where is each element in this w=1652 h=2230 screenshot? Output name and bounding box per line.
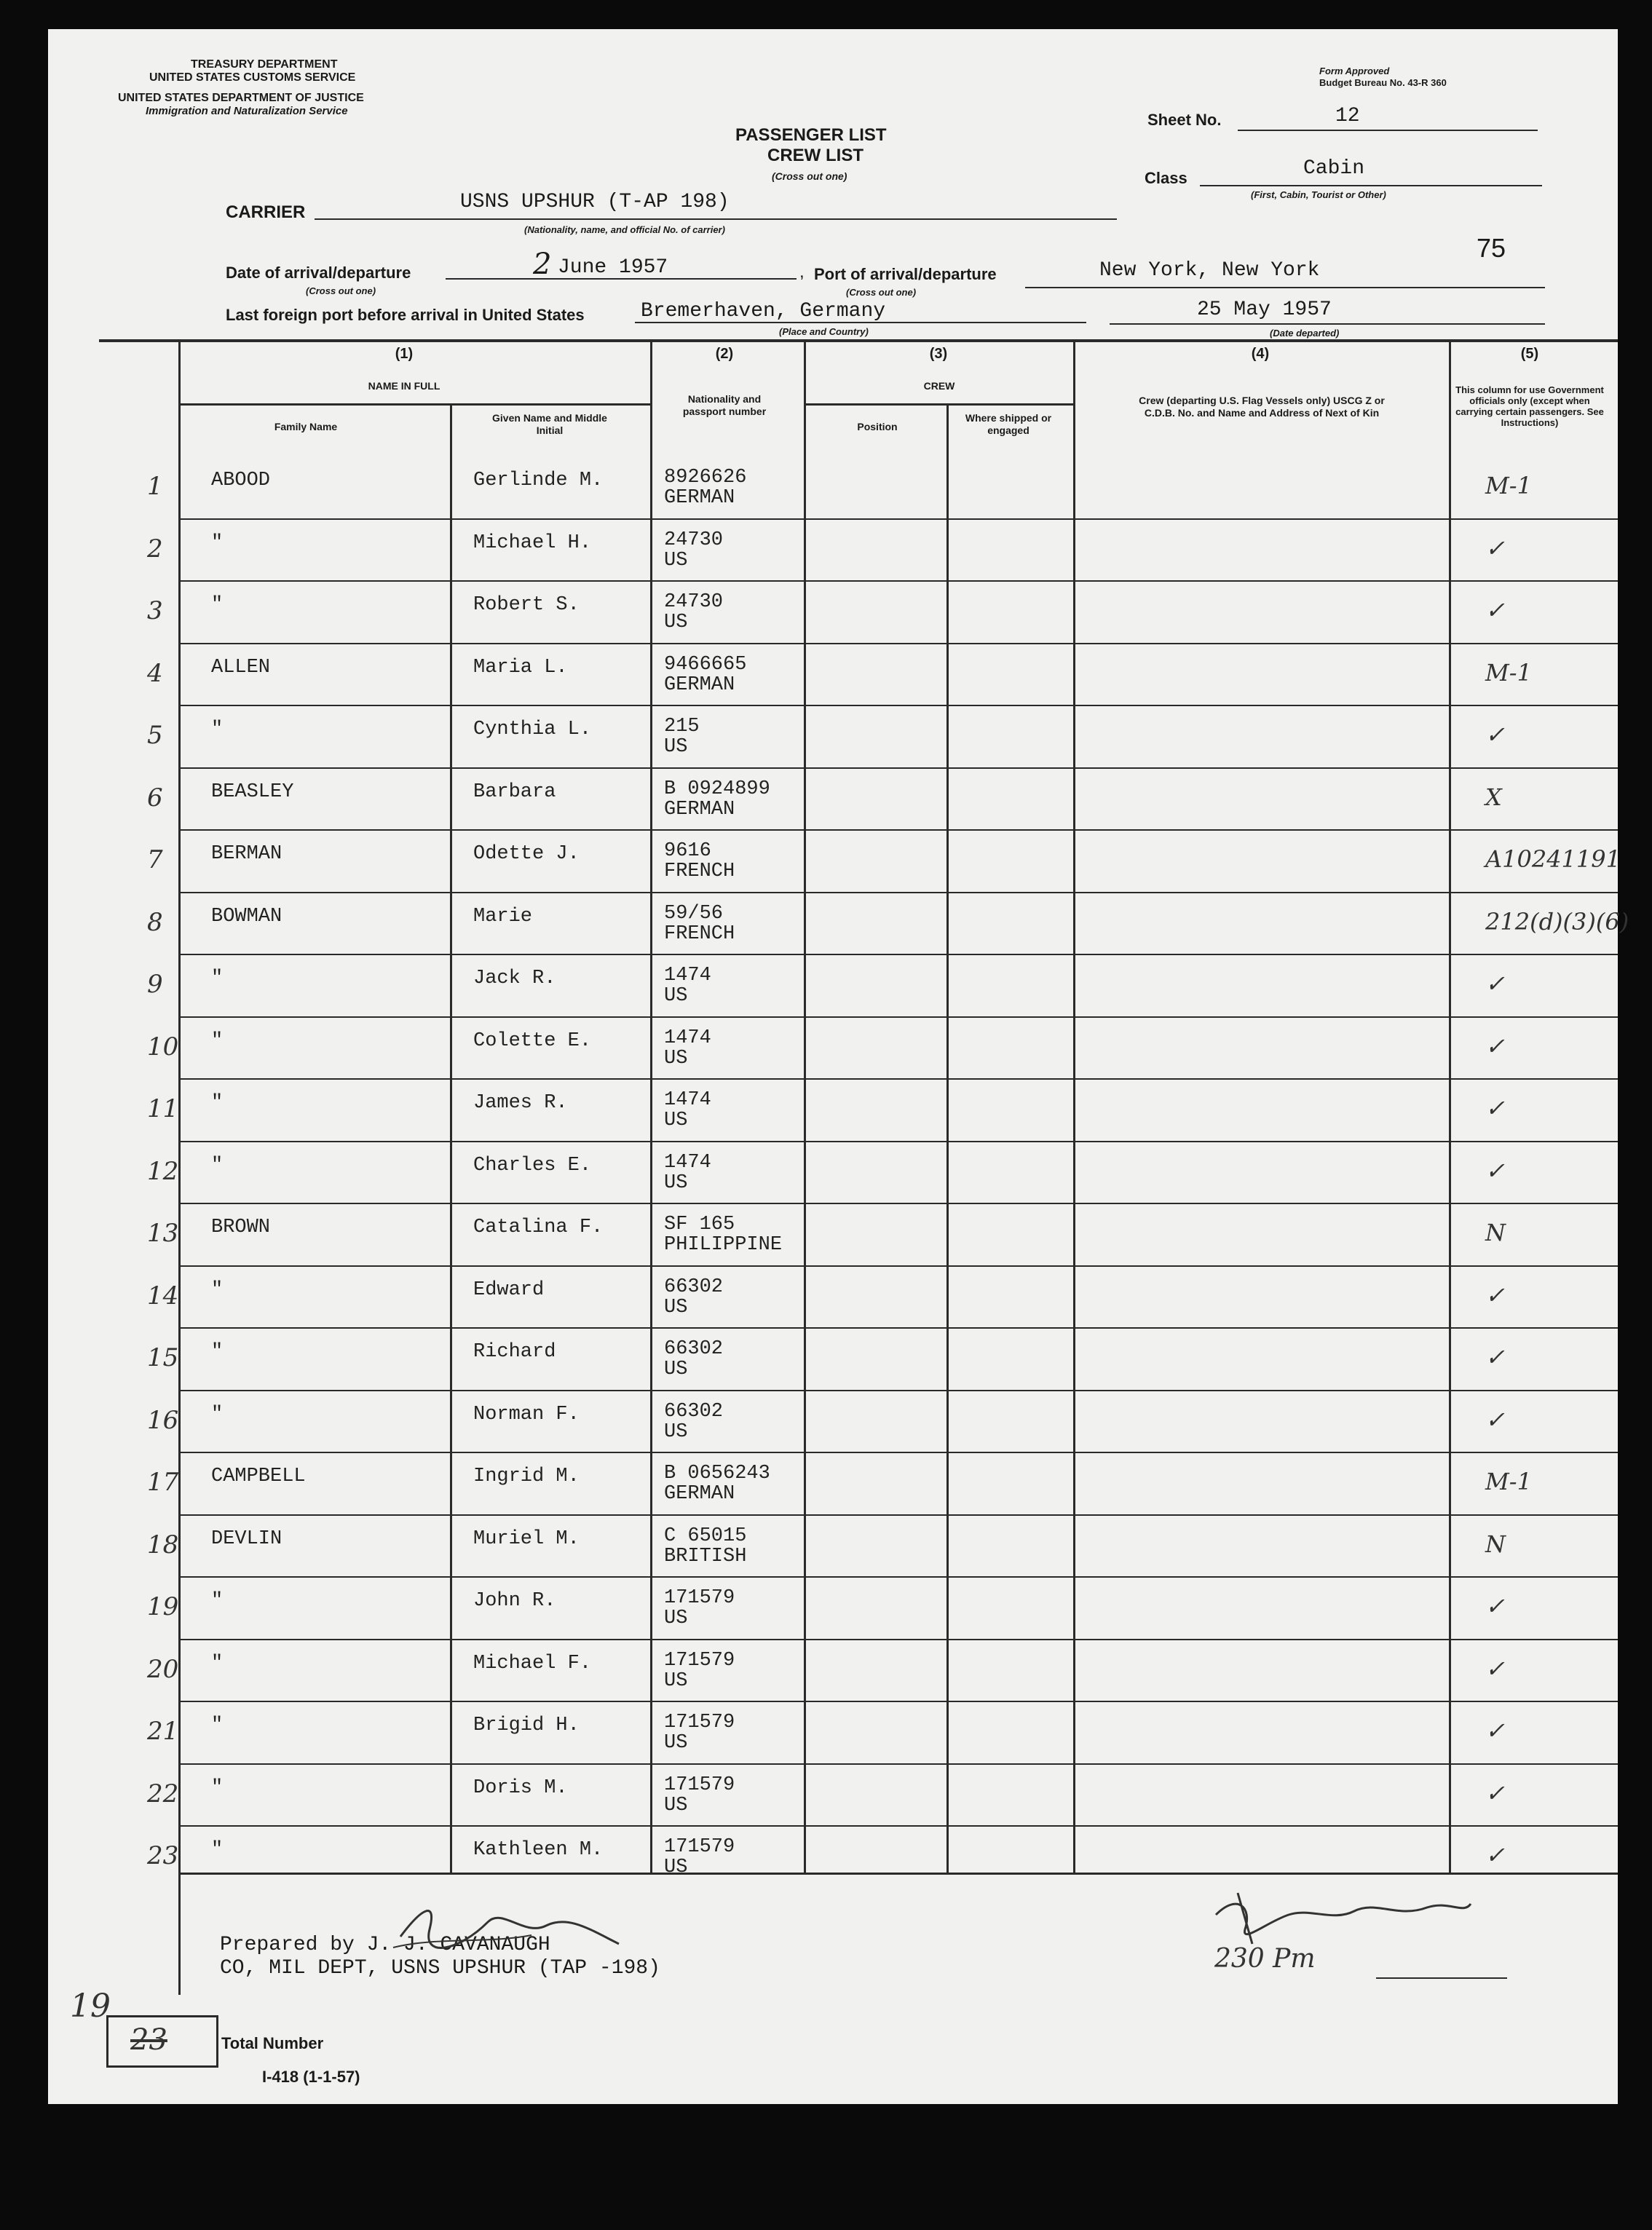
passport-number: 1474 [664,1027,711,1049]
given-name: Charles E. [473,1154,592,1177]
row-number: 16 [147,1405,179,1435]
row-number: 10 [147,1032,179,1061]
nationality: GERMAN [664,798,735,821]
carrier-value: USNS UPSHUR (T-AP 198) [460,191,730,213]
sheet-label: Sheet No. [1147,111,1222,129]
given-name: Doris M. [473,1776,568,1799]
col4-num: (4) [1251,346,1270,362]
inspection-mark: X [1485,783,1502,811]
row-divider [178,1203,1618,1204]
passport-number: 24730 [664,591,724,613]
row-number: 20 [147,1654,179,1684]
title-passenger-list: PASSENGER LIST [735,125,887,145]
family-name: " [211,1278,224,1301]
family-name: " [211,594,224,616]
date-departed-value: 25 May 1957 [1197,298,1332,321]
col1-title: NAME IN FULL [368,380,440,392]
agency-ins: Immigration and Naturalization Service [146,105,348,117]
given-name: Ingrid M. [473,1466,580,1487]
row-number: 6 [147,783,163,812]
given-name: Barbara [473,780,556,803]
cavanaugh-signature [379,1893,641,1966]
nationality: US [664,1171,688,1194]
family-name: " [211,1029,224,1052]
total-box [106,2015,218,2068]
inspection-mark: ✓ [1485,1156,1505,1185]
row-divider [178,1701,1618,1702]
inspection-mark: M-1 [1485,472,1532,499]
row-divider [178,1016,1618,1018]
family-name: ALLEN [211,656,271,679]
port-arrival-value: New York, New York [1099,259,1320,282]
last-port-label: Last foreign port before arrival in United States [226,306,585,324]
family-name: " [211,1403,224,1426]
given-name: Maria L. [473,656,568,679]
family-name: ABOOD [211,470,271,491]
inspection-mark: M-1 [1485,1468,1532,1495]
class-hint: (First, Cabin, Tourist or Other) [1251,189,1386,200]
given-name: Odette J. [473,843,580,865]
family-name: " [211,1154,224,1177]
agency-customs: UNITED STATES CUSTOMS SERVICE [149,71,356,84]
row-divider [178,705,1618,706]
row-number: 9 [147,970,163,999]
row-divider [178,1141,1618,1142]
given-name: Catalina F. [473,1217,604,1238]
col5-title: This column for use Government officials only (except when carrying certain passengers. See Instructions) [1455,384,1604,428]
row-number: 18 [147,1530,179,1559]
row-divider [178,1576,1618,1578]
row-number: 5 [147,721,163,750]
nationality: US [664,1359,688,1380]
total-label: Total Number [221,2034,324,2052]
row-divider [178,1639,1618,1640]
family-name: " [211,1715,224,1736]
date-arrival-day: 2 [533,248,552,281]
passport-number: 171579 [664,1836,735,1858]
prepared-by: Prepared by J. J. CAVANAUGH [220,1934,550,1956]
row-divider [178,954,1618,955]
total-margin-mark: 19 [70,1988,111,2025]
row-number: 13 [147,1219,179,1248]
passport-number: 171579 [664,1649,735,1672]
nationality: BRITISH [664,1545,747,1567]
row-divider [178,643,1618,644]
given-name: Norman F. [473,1403,580,1426]
inspection-mark: ✓ [1485,1094,1505,1122]
given-name: Michael F. [473,1652,592,1675]
row-number: 8 [147,907,163,937]
carrier-hint: (Nationality, name, and official No. of carrier) [524,224,725,235]
family-name: CAMPBELL [211,1466,306,1487]
given-name: John R. [473,1590,556,1612]
inspection-mark: ✓ [1485,1281,1505,1309]
col3-num: (3) [929,346,948,362]
inspection-mark: ✓ [1485,1343,1505,1371]
family-name: DEVLIN [211,1527,282,1550]
family-name: " [211,1839,224,1861]
col3-position-header: Position [857,421,898,432]
row-divider [178,1825,1618,1827]
passport-number: 1474 [664,965,711,987]
agency-treasury: TREASURY DEPARTMENT [191,58,338,71]
passport-number: 66302 [664,1338,724,1360]
nationality: US [664,1420,688,1443]
nationality: US [664,1669,688,1692]
col2-num: (2) [715,346,734,362]
family-name: BOWMAN [211,905,282,928]
total-value: 23 [130,2023,167,2057]
row-divider [178,892,1618,893]
family-name: " [211,531,224,554]
col5-num: (5) [1520,346,1539,362]
prepared-title: CO, MIL DEPT, USNS UPSHUR (TAP -198) [220,1957,660,1980]
passport-number: 9616 [664,840,711,862]
inspection-mark: ✓ [1485,970,1505,997]
passport-number: 171579 [664,1774,735,1796]
given-name: Muriel M. [473,1527,580,1550]
row-divider [178,1390,1618,1391]
nationality: US [664,1110,688,1131]
passport-number: 171579 [664,1712,735,1733]
row-number: 12 [147,1156,179,1186]
row-divider [178,1763,1618,1765]
family-name: BEASLEY [211,780,294,803]
nationality: US [664,1296,688,1318]
row-divider [178,1265,1618,1267]
last-port-value: Bremerhaven, Germany [641,300,886,323]
row-number: 23 [147,1841,179,1870]
given-name: Jack R. [473,968,556,989]
row-number: 1 [147,472,163,501]
col2-title: Nationality and passport number [682,393,767,417]
date-arrival-hint: (Cross out one) [306,285,376,296]
budget-bureau: Budget Bureau No. 43-R 360 [1319,77,1447,88]
given-name: Kathleen M. [473,1839,604,1861]
nationality: US [664,1732,688,1754]
passport-number: 215 [664,716,700,738]
inspection-mark: N [1485,1219,1506,1246]
passport-number: 1474 [664,1151,711,1174]
passport-number: 24730 [664,529,724,551]
inspection-mark: ✓ [1485,1717,1505,1744]
nationality: US [664,736,688,758]
given-name: Michael H. [473,531,592,554]
sheet-value: 12 [1335,105,1360,127]
row-number: 4 [147,658,163,688]
passport-number: 9466665 [664,653,747,676]
passport-number: 66302 [664,1400,724,1423]
nationality: GERMAN [664,487,735,509]
given-name: Cynthia L. [473,719,592,740]
given-name: Robert S. [473,594,580,616]
nationality: US [664,1857,688,1878]
inspection-mark: N [1485,1530,1506,1558]
carrier-label: CARRIER [226,202,306,222]
row-number: 15 [147,1343,179,1372]
col3-title: CREW [923,380,955,392]
family-name: " [211,1776,224,1799]
passport-number: 171579 [664,1587,735,1609]
row-number: 21 [147,1717,179,1746]
family-name: " [211,1590,224,1612]
inspection-mark: 212(d)(3)(6) [1485,907,1629,936]
row-number: 14 [147,1281,179,1310]
row-divider [178,1078,1618,1080]
row-number: 11 [147,1094,179,1123]
col3-where-header: Where shipped or engaged [965,412,1052,436]
family-name: BROWN [211,1217,271,1238]
agency-justice: UNITED STATES DEPARTMENT OF JUSTICE [118,92,364,104]
form-approved: Form Approved [1319,66,1390,76]
family-name: " [211,1092,224,1114]
inspection-mark: M-1 [1485,658,1532,687]
col1-num: (1) [395,346,414,362]
inspector-note: 230 Pm [1214,1944,1316,1974]
date-departed-hint: (Date departed) [1270,328,1340,339]
family-name: " [211,1341,224,1363]
row-divider [178,767,1618,769]
passport-number: B 0924899 [664,778,770,800]
row-divider [178,1327,1618,1329]
inspection-mark: ✓ [1485,596,1505,624]
port-arrival-label: Port of arrival/departure [814,265,997,283]
form-number: I-418 (1-1-57) [262,2068,360,2086]
family-name: BERMAN [211,843,282,865]
inspection-mark: ✓ [1485,1779,1505,1807]
inspection-mark: ✓ [1485,721,1505,748]
col4-title: Crew (departing U.S. Flag Vessels only) USCG Z or C.D.B. No. and Name and Address of Next of Kin [1139,395,1385,419]
family-name: " [211,719,224,740]
passport-number: 59/56 [664,902,724,925]
inspection-mark: ✓ [1485,534,1505,562]
row-number: 3 [147,596,163,625]
col1-family-header: Family Name [274,421,338,432]
port-arrival-hint: (Cross out one) [846,287,917,298]
page-number: 75 [1477,233,1506,263]
row-divider [178,829,1618,831]
row-number: 17 [147,1468,179,1497]
nationality: US [664,612,688,633]
nationality: US [664,1047,688,1069]
given-name: Marie [473,905,533,928]
given-name: Gerlinde M. [473,470,604,491]
date-arrival-label: Date of arrival/departure [226,264,411,282]
row-divider [178,1452,1618,1453]
passport-number: 66302 [664,1276,724,1298]
class-value: Cabin [1303,157,1365,180]
nationality: GERMAN [664,673,735,696]
nationality: US [664,549,688,572]
passport-number: B 0656243 [664,1463,770,1484]
family-name: " [211,1652,224,1675]
row-divider [178,518,1618,520]
nationality: US [664,985,688,1007]
date-arrival-value: June 1957 [558,256,668,279]
title-crew-list: CREW LIST [767,146,863,165]
passport-number: 8926626 [664,467,747,489]
given-name: Brigid H. [473,1715,580,1736]
nationality: US [664,1608,688,1629]
class-label: Class [1145,169,1187,187]
passport-number: SF 165 [664,1214,735,1235]
row-number: 19 [147,1592,179,1621]
given-name: James R. [473,1092,568,1114]
col1-given-header: Given Name and Middle Initial [492,412,607,436]
given-name: Richard [473,1341,556,1363]
nationality: FRENCH [664,922,735,945]
row-divider [178,1514,1618,1516]
passport-number: C 65015 [664,1525,747,1547]
row-number: 7 [147,845,163,874]
inspection-mark: ✓ [1485,1032,1505,1060]
row-number: 2 [147,534,163,564]
inspection-mark: A10241191 [1485,845,1621,873]
row-number: 22 [147,1779,179,1808]
inspection-mark: ✓ [1485,1654,1505,1683]
nationality: FRENCH [664,861,735,882]
last-port-hint: (Place and Country) [779,326,869,337]
family-name: " [211,968,224,989]
title-note: (Cross out one) [772,170,847,182]
given-name: Colette E. [473,1029,592,1052]
row-divider [178,580,1618,582]
nationality: PHILIPPINE [664,1234,783,1256]
inspection-mark: ✓ [1485,1841,1505,1869]
inspection-mark: ✓ [1485,1405,1505,1434]
nationality: US [664,1794,688,1816]
passport-number: 1474 [664,1089,711,1111]
given-name: Edward [473,1278,545,1301]
nationality: GERMAN [664,1483,735,1505]
inspection-mark: ✓ [1485,1592,1505,1620]
